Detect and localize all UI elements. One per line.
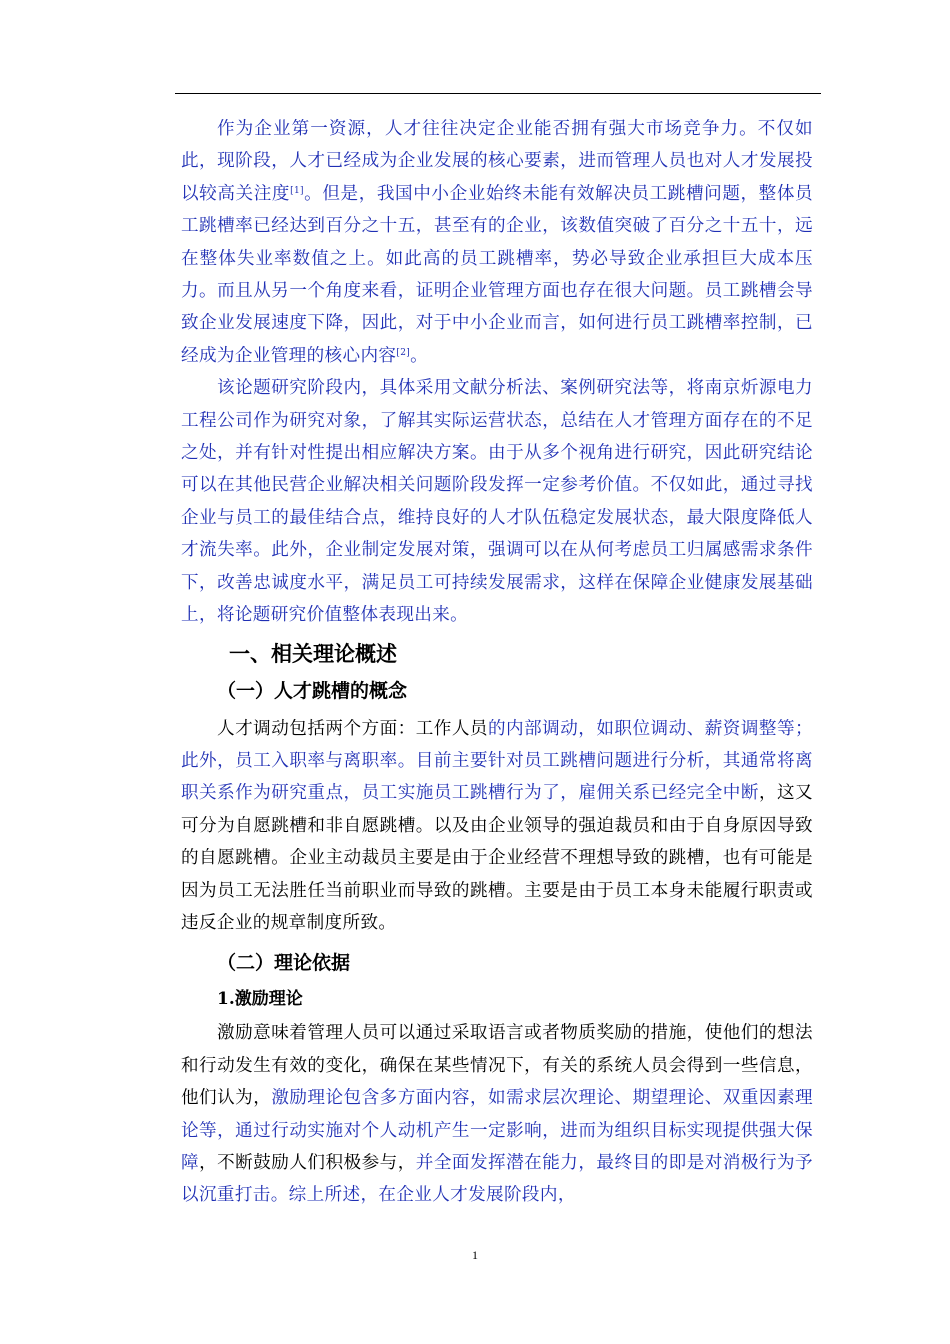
paragraph-intro-1: [181, 113, 813, 372]
motivation-text-c: ，不断鼓励人们积极参与，: [199, 1152, 416, 1173]
paragraph-motivation-theory: [181, 1017, 813, 1211]
document-body: [181, 113, 813, 1212]
intro-1-text-c: 。: [410, 345, 429, 366]
motivation-text-a: 激励意味着管理人员可以通过采取语言或者物质奖励的措施，使他们的想法和行动发生有效的变化，确保在某些情况下，有关的系统人员会得到一些信息，他们认为，: [181, 1023, 813, 1109]
paragraph-turnover-concept: [181, 713, 813, 940]
intro-1-text-b: 。但是，我国中小企业始终未能有效解决员工跳槽问题，整体员工跳槽率已经达到百分之十五，甚至有的企业，该数值突破了百分之十五十，远在整体失业率数值之上。如此高的员工跳槽率，势必导致企业承担巨大成本压力。而且从另一个角度来看，证明企业管理方面也存在很大问题。员工跳槽会导致企业发展速度下降，因此，对于中小企业而言，如何进行员工跳槽率控制，已经成为企业管理的核心内容: [181, 183, 813, 366]
subsection-heading-theory: （二）理论依据: [217, 952, 351, 975]
turnover-text-c: ，这又可分为自愿跳槽和非自愿跳槽。以及由企业领导的强迫裁员和由于自身原因导致的自愿跳槽。企业主动裁员主要是由于企业经营不理想导致的跳槽，也有可能是因为员工无法胜任当前职业而导致的跳槽。主要是由于员工本身未能履行职责或违反企业的规章制度所致。: [181, 783, 814, 933]
turnover-text-a: 人才调动包括两个方面：工作人员: [217, 718, 488, 739]
intro-1-text-a: 作为企业第一资源，人才往往决定企业能否拥有强大市场竞争力。不仅如此，现阶段，人才已经成为企业发展的核心要素，进而管理人员也对人才发展投以较高关注度: [181, 119, 813, 204]
paragraph-intro-2: 该论题研究阶段内，具体采用文献分析法、案例研究法等，将南京炘源电力工程公司作为研究对象，了解其实际运营状态，总结在人才管理方面存在的不足之处，并有针对性提出相应解决方案。由于从多个视角进行研究，因此研究结论可以在其他民营企业解决相关问题阶段发挥一定参考价值。不仅如此，通过寻找企业与员工的最佳结合点，维持良好的人才队伍稳定发展状态，最大限度降低人才流失率。此外，企业制定发展对策，强调可以在从何考虑员工归属感需求条件下，改善忠诚度水平，满足员工可持续发展需求，这样在保障企业健康发展基础上，将论题研究价值整体表现出来。: [181, 378, 813, 626]
sub-subsection-heading-motivation: 1.激励理论: [217, 989, 303, 1010]
section-heading-1: 一、相关理论概述: [229, 640, 397, 666]
subsection-heading-talent-turnover: （一）人才跳槽的概念: [217, 679, 408, 702]
header-rule: [175, 93, 821, 94]
citation-2: [2]: [396, 347, 411, 358]
motivation-text-b: 激励理论包含多方面内容，如需求层次理论、期望理论、双重因素理论等，通过行动实施对个人动机产生一定影响，进而为组织目标实现提供强大保障: [181, 1088, 813, 1173]
page-number: 1: [472, 1248, 478, 1262]
citation-1: [1]: [290, 185, 304, 196]
motivation-text-d: 并全面发挥潜在能力，最终目的即是对消极行为予以沉重打击。综上所述，在企业人才发展阶段内，: [181, 1152, 814, 1206]
turnover-text-b: 的内部调动，如职位调动、薪资调整等；此外，员工入职率与离职率。目前主要针对员工跳槽问题进行分析，其通常将离职关系作为研究重点，员工实施员工跳槽行为了，雇佣关系已经完全中断: [181, 718, 813, 804]
